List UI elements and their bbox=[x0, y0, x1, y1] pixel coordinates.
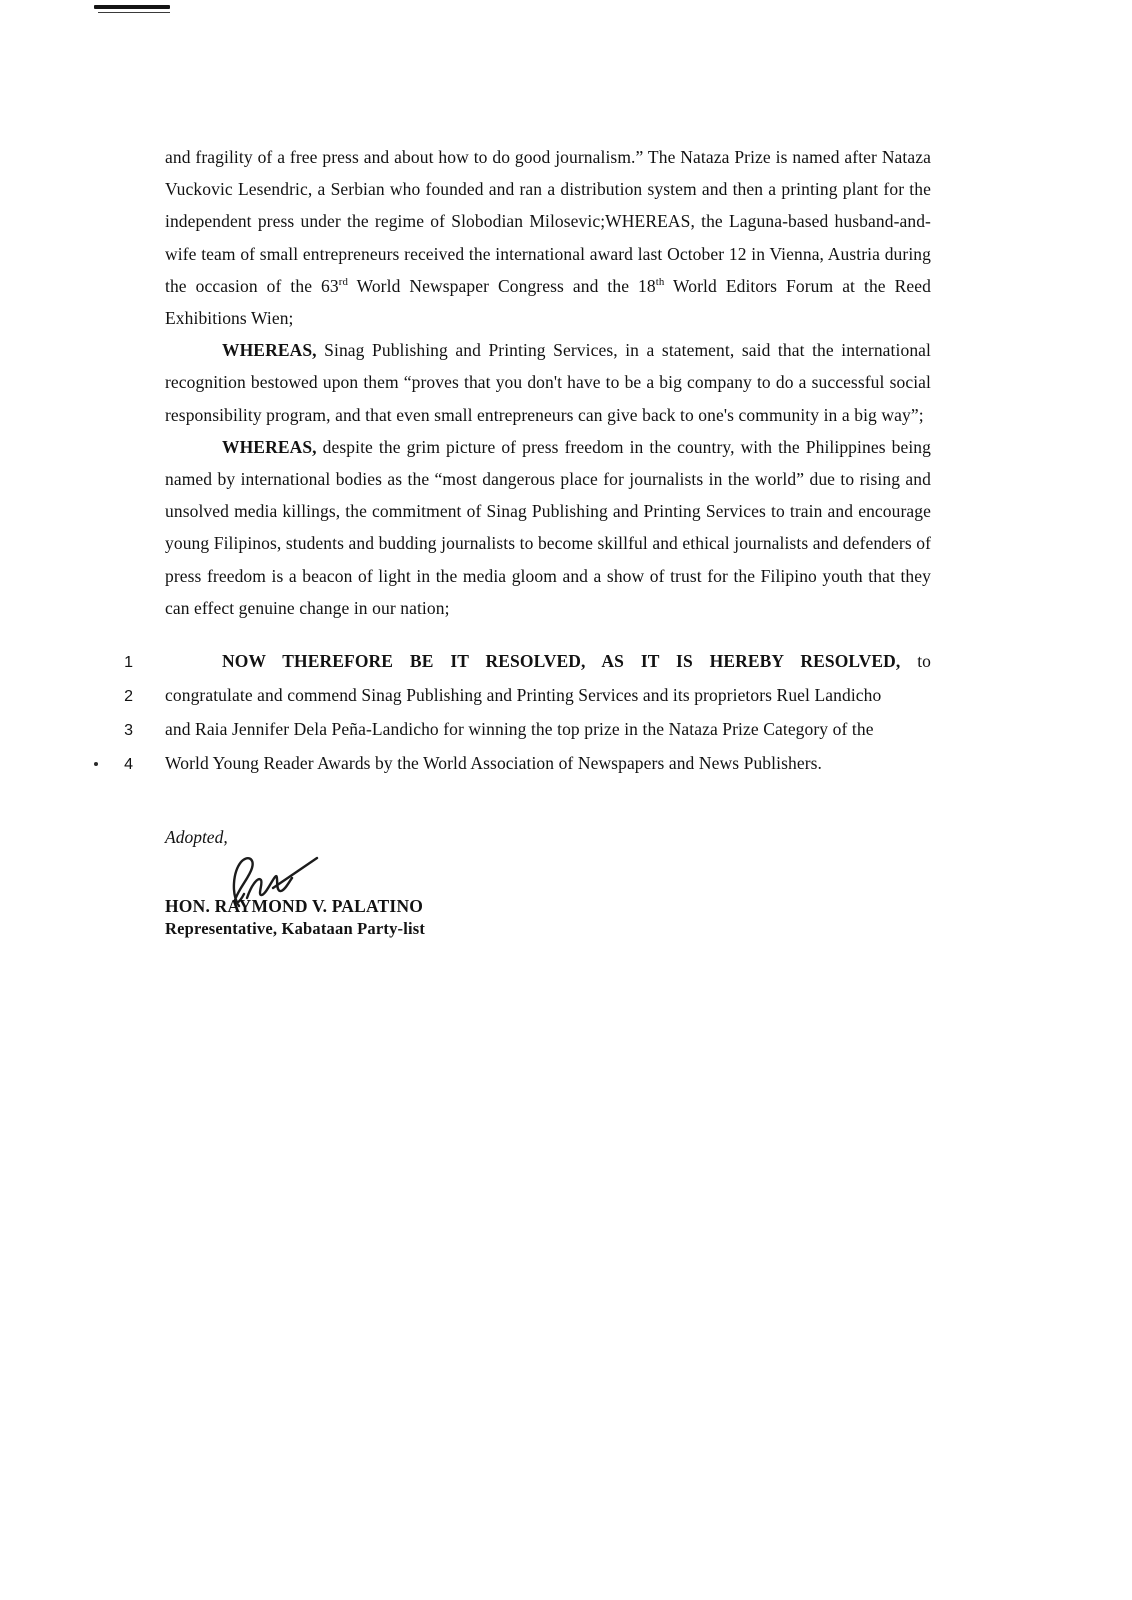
line-number: 4 bbox=[124, 756, 133, 774]
resolution-text: congratulate and commend Sinag Publishing and Printing Services and its proprietors Ruel Landicho bbox=[165, 685, 882, 706]
resolution-text: and Raia Jennifer Dela Peña-Landicho for winning the top prize in the Nataza Prize Category of the bbox=[165, 719, 874, 740]
paragraph-text: Sinag Publishing and Printing Services, in a statement, said that the international recognition bestowed upon them “proves that you don't have to be a big company to do a successful social responsibility program, and that even small entrepreneurs can give back to one's community in a big way”; bbox=[165, 340, 931, 425]
paragraph-text: to bbox=[900, 651, 932, 672]
paragraph-text: World Editors Forum at the Reed Exhibitions Wien; bbox=[165, 275, 931, 329]
resolution-clause bbox=[0, 645, 1132, 781]
scan-artifact-line-thick bbox=[94, 5, 170, 9]
adopted-label: Adopted, bbox=[165, 827, 228, 848]
whereas-keyword: WHEREAS, bbox=[222, 436, 317, 457]
ordinal-superscript: rd bbox=[338, 275, 348, 288]
scan-artifact-line-thin bbox=[98, 12, 170, 13]
resolution-line bbox=[0, 713, 1132, 747]
ordinal-superscript: th bbox=[655, 275, 665, 288]
signatory-name: HON. RAYMOND V. PALATINO bbox=[165, 896, 424, 917]
signatory-title: Representative, Kabataan Party-list bbox=[165, 919, 426, 939]
paragraph-text: and fragility of a free press and about how to do good journalism.” The Nataza Prize is named after Nataza Vuckovic Lesendric, a Serbian who founded and ran a distribution system and then a printing plant for the independent press under the regime of Slobodian Milosevic;WHEREAS, the Laguna-based husband-and-wife team of small entrepreneurs received the international award last October 12 in Vienna, Austria during the occasion of the 63 bbox=[165, 147, 931, 296]
paragraph-text: despite the grim picture of press freedom in the country, with the Philippines being named by international bodies as the “most dangerous place for journalists in the world” due to rising and unsolved media killings, the commitment of Sinag Publishing and Printing Services to train and encourage young Filipinos, students and budding journalists to become skillful and ethical journalists and defenders of press freedom is a beacon of light in the media gloom and a show of trust for the Filipino youth that they can effect genuine change in our nation; bbox=[165, 436, 931, 618]
whereas-keyword: WHEREAS, bbox=[222, 340, 317, 361]
resolved-keyword: NOW THEREFORE BE IT RESOLVED, AS IT IS HEREBY RESOLVED, bbox=[222, 651, 901, 672]
whereas-clauses bbox=[165, 141, 931, 624]
document-body bbox=[0, 141, 1132, 939]
paragraph-continuation bbox=[165, 141, 931, 334]
line-number: 2 bbox=[124, 688, 133, 706]
paragraph-whereas-statement bbox=[165, 334, 931, 431]
paragraph-text: World Newspaper Congress and the 18 bbox=[347, 275, 656, 296]
resolution-text bbox=[165, 645, 931, 678]
resolution-line bbox=[0, 679, 1132, 713]
line-number: 1 bbox=[124, 654, 133, 672]
resolution-line bbox=[0, 747, 1132, 781]
paragraph-whereas-press-freedom bbox=[165, 431, 931, 624]
resolution-text: World Young Reader Awards by the World Association of Newspapers and News Publishers. bbox=[165, 753, 823, 774]
signature-block bbox=[165, 827, 1132, 939]
resolution-line bbox=[0, 645, 1132, 679]
line-number: 3 bbox=[124, 722, 133, 740]
